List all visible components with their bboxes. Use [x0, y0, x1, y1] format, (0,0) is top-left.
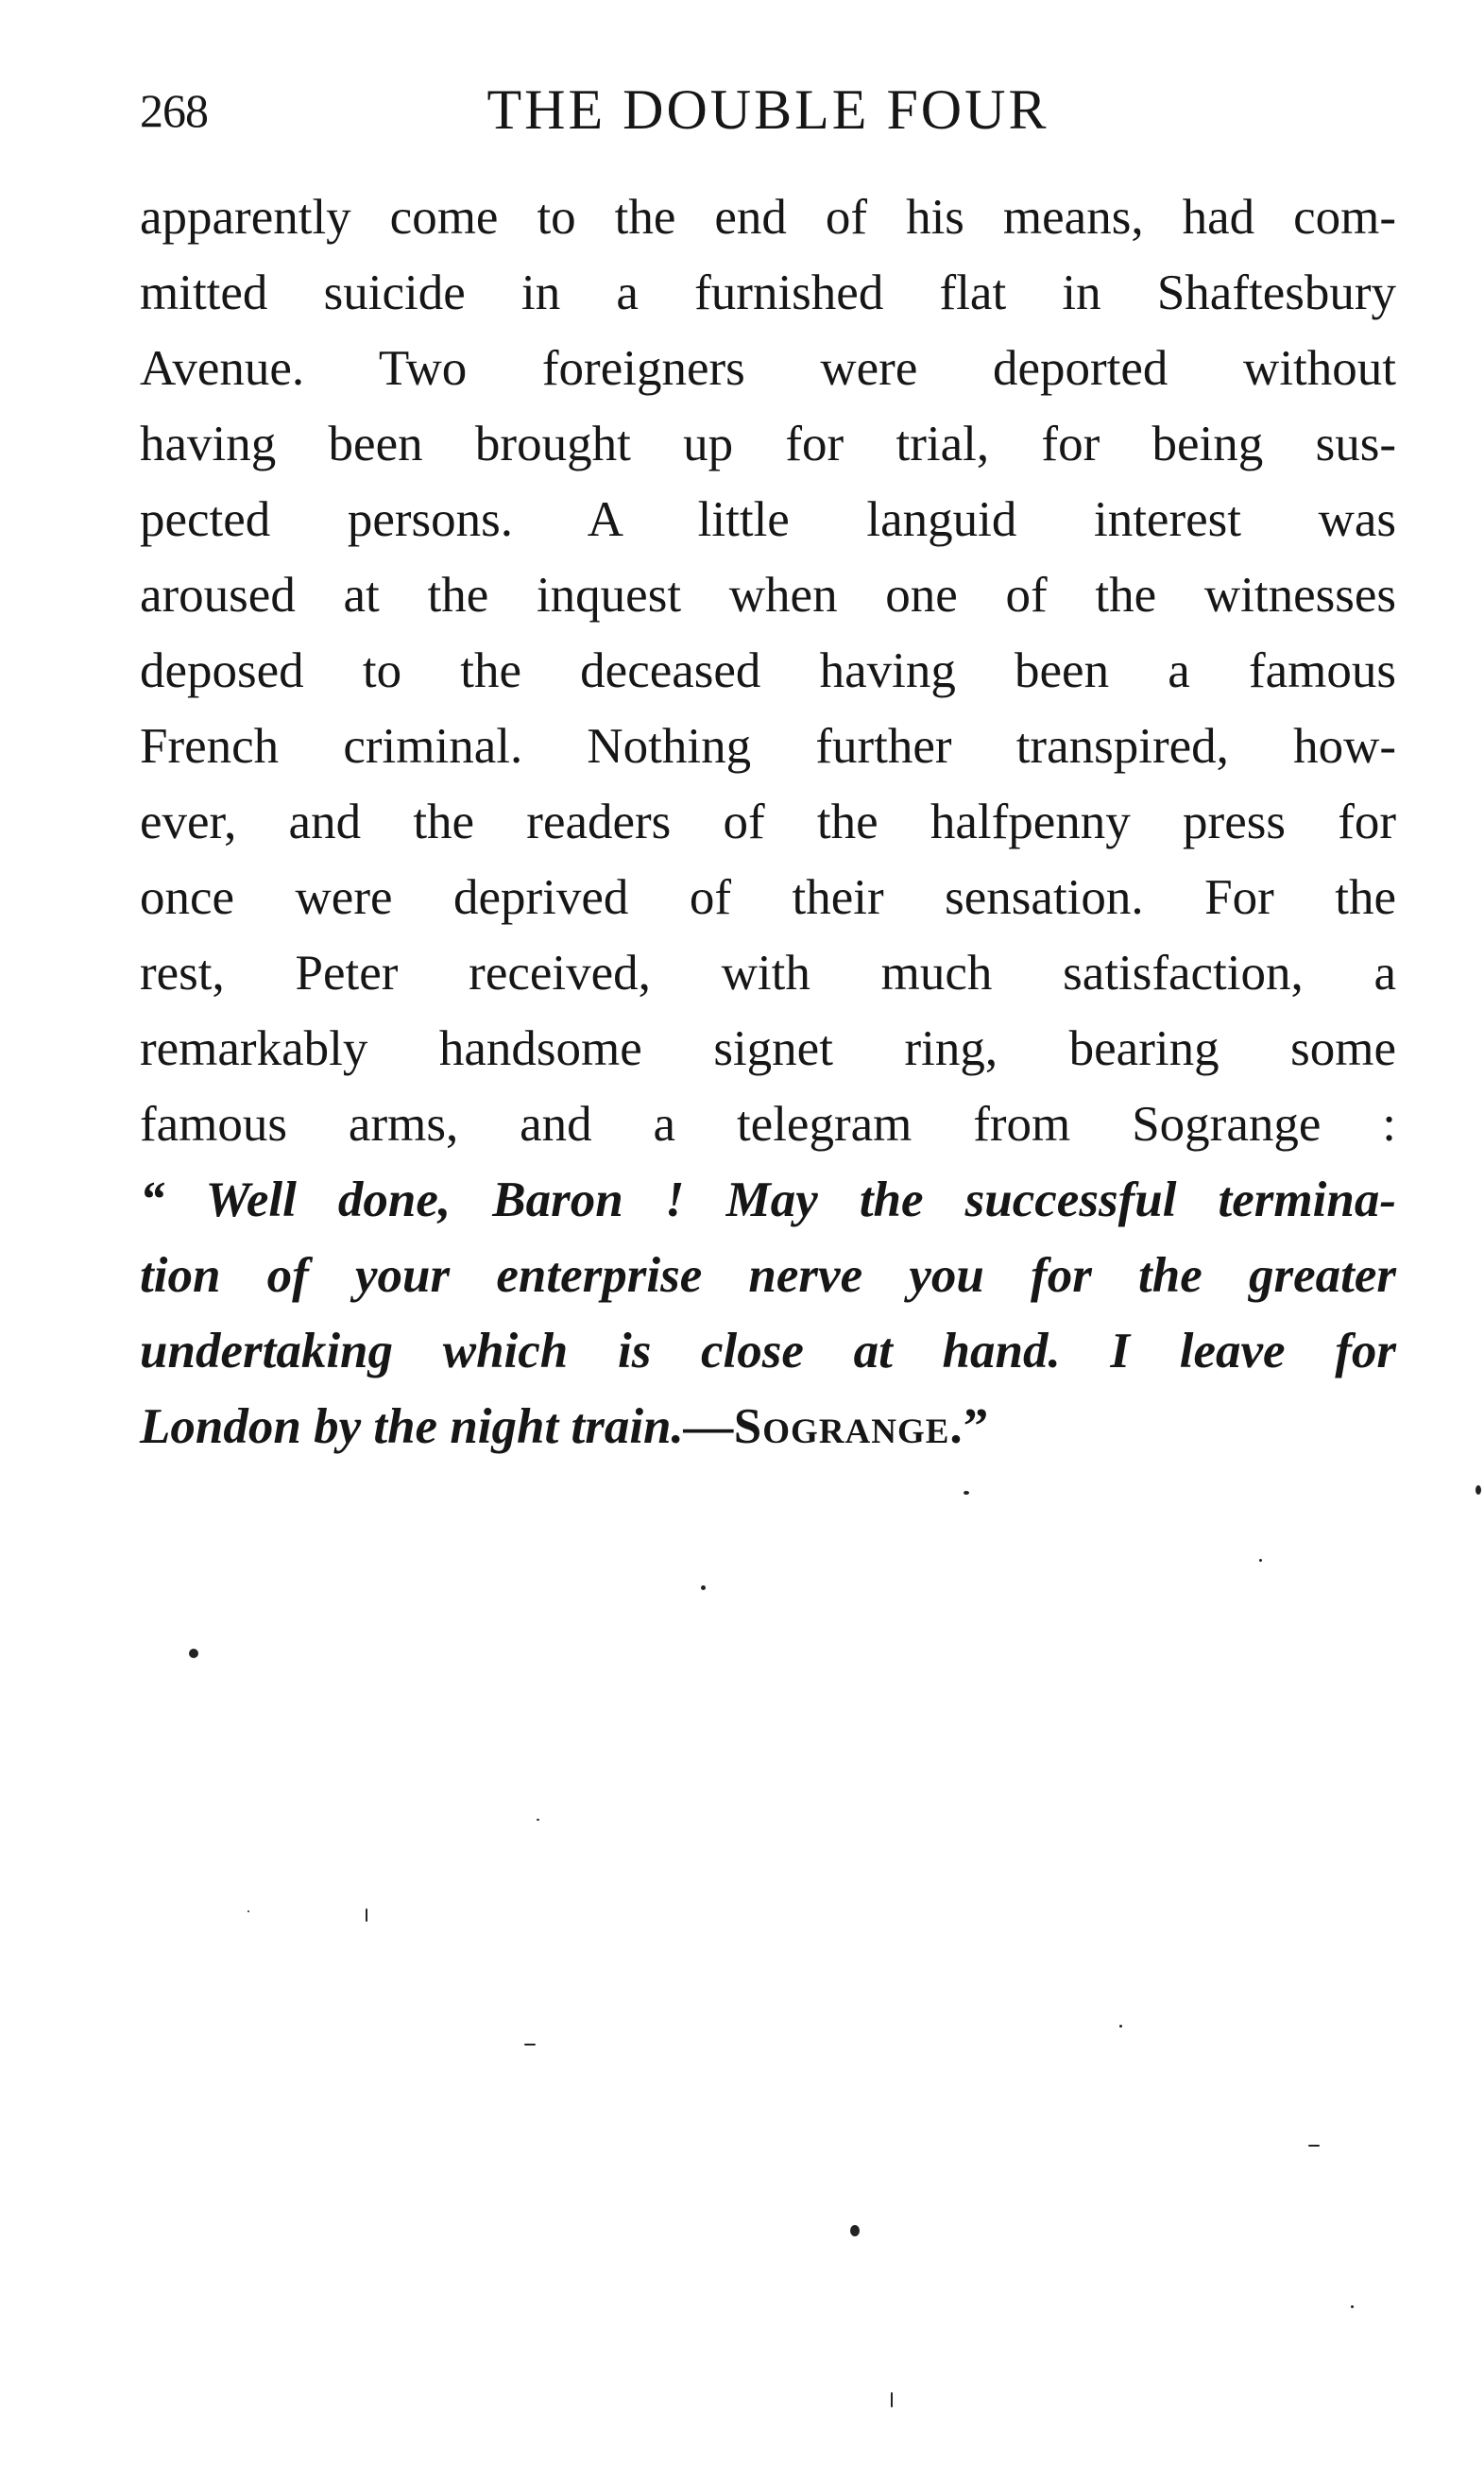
- text-line: aroused at the inquest when one of the witnesses: [140, 568, 1396, 623]
- text-line: French criminal. Nothing further transpired, how-: [140, 719, 1396, 774]
- scan-speck: [850, 2225, 860, 2236]
- closing-quote: ”: [963, 1399, 990, 1454]
- scan-speck: [537, 1819, 539, 1821]
- text-line: having been brought up for trial, for being sus-: [140, 417, 1396, 471]
- text-line: ever, and the readers of the halfpenny press for: [140, 795, 1396, 849]
- text-line: pected persons. A little languid interest was: [140, 492, 1396, 547]
- scan-speck: [701, 1585, 706, 1590]
- telegram-signature: Sogrange.: [733, 1399, 964, 1454]
- scan-speck: [891, 2392, 893, 2407]
- text-line: deposed to the deceased having been a famous: [140, 643, 1396, 698]
- telegram-line: tion of your enterprise nerve you for the greater: [140, 1248, 1396, 1303]
- telegram-last-line: [140, 1389, 1396, 1464]
- scan-speck: [524, 2044, 536, 2046]
- text-line: remarkably handsome signet ring, bearing some: [140, 1021, 1396, 1076]
- scan-speck: [247, 1910, 249, 1912]
- text-line: apparently come to the end of his means, had com-: [140, 190, 1396, 245]
- page-header: [140, 77, 1396, 153]
- scan-speck: [1475, 1485, 1481, 1495]
- scan-speck: [366, 1909, 367, 1922]
- scan-speck: [189, 1649, 198, 1658]
- running-title: THE DOUBLE FOUR: [486, 78, 1049, 141]
- scan-speck: [1308, 2145, 1320, 2147]
- text-line: Avenue. Two foreigners were deported without: [140, 341, 1396, 396]
- scan-speck: [1119, 2025, 1122, 2028]
- scan-speck: [1351, 2305, 1354, 2308]
- page-number: 268: [140, 84, 208, 137]
- text-line: rest, Peter received, with much satisfaction, a: [140, 946, 1396, 1001]
- scan-speck: [964, 1491, 969, 1495]
- telegram-line: undertaking which is close at hand. I leave for: [140, 1324, 1396, 1378]
- scan-speck: [1259, 1559, 1262, 1562]
- telegram-line: “ Well done, Baron ! May the successful termina-: [140, 1173, 1396, 1227]
- text-line: once were deprived of their sensation. For the: [140, 870, 1396, 925]
- body-text: [140, 180, 1396, 1464]
- text-line: mitted suicide in a furnished flat in Shaftesbury: [140, 265, 1396, 320]
- telegram-closing-text: London by the night train.—: [140, 1399, 734, 1454]
- text-line: famous arms, and a telegram from Sogrange :: [140, 1097, 1396, 1152]
